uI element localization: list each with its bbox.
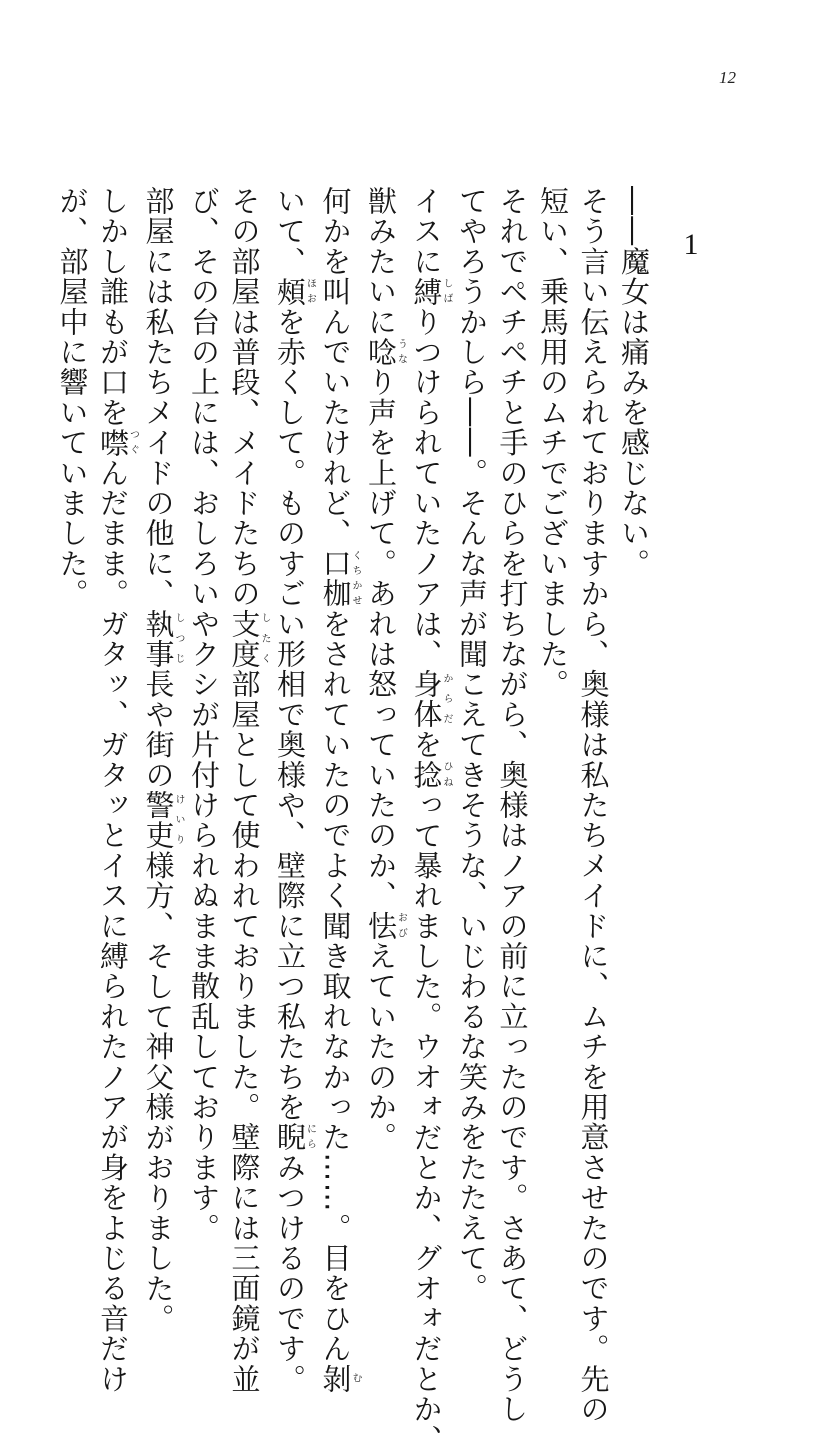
text-run: りつけられていたノアは、 <box>409 306 444 670</box>
page-number: 12 <box>719 68 736 87</box>
ruby-annotation <box>364 337 407 368</box>
text-line: てやろうかしら――。そんな声が聞こえてきそうな、いじわるな笑みをたたえて。 <box>455 186 489 1304</box>
ruby-annotation <box>409 276 452 307</box>
text-line <box>406 186 452 1454</box>
ruby-annotation <box>141 790 184 851</box>
text-run: 何かを叫んでいたけれど、 <box>318 186 353 549</box>
ruby-base: 警吏 <box>141 790 176 851</box>
ruby-reading: にら <box>304 1122 316 1153</box>
ruby-annotation <box>364 910 407 942</box>
text-line <box>361 186 407 1153</box>
ruby-annotation <box>409 669 452 730</box>
ruby-reading: つぐ <box>127 427 139 458</box>
vertical-body-text <box>52 186 654 1454</box>
text-run: り声を上げて。あれは怒っていたのか、 <box>364 367 398 911</box>
text-run: イスに <box>409 186 444 277</box>
ruby-base: 怯 <box>364 910 398 942</box>
text-line: それでペチペチと手のひらを打ちながら、奥様はノアの前に立ったのです。さあて、どうし <box>495 186 530 1425</box>
text-run: いて、 <box>273 186 307 277</box>
text-run: その部屋は普段、メイドたちの <box>227 186 262 609</box>
text-line: 短い、乗馬用のムチでございました。 <box>536 186 570 700</box>
ruby-base: 噤 <box>96 427 130 458</box>
ruby-annotation <box>273 1122 316 1153</box>
ruby-annotation <box>227 608 270 670</box>
text-run: 獣みたいに <box>364 186 398 337</box>
ruby-base: 睨 <box>273 1122 307 1153</box>
ruby-reading: くちかせ <box>350 548 361 609</box>
ruby-annotation <box>273 276 316 307</box>
ruby-annotation <box>96 427 139 458</box>
text-line <box>270 186 316 1395</box>
text-line <box>93 186 139 1395</box>
ruby-reading: しば <box>441 276 452 307</box>
chapter-heading: 1 <box>683 228 699 261</box>
ruby-annotation <box>318 548 361 609</box>
text-run: 長や街の <box>141 669 176 791</box>
ruby-base: 捻 <box>409 759 444 791</box>
ruby-reading: しつじ <box>173 608 184 670</box>
text-run: を赤くして。ものすごい形相で奥様や、壁際に立つ私たちを <box>273 306 307 1123</box>
text-line: そう言い伝えられておりますから、奥様は私たちメイドに、ムチを用意させたのです。先の <box>576 186 611 1425</box>
ruby-reading: からだ <box>441 669 452 730</box>
ruby-base: 頰 <box>273 276 307 307</box>
ruby-base: 支度 <box>227 608 262 670</box>
ruby-base: 身体 <box>409 669 444 730</box>
text-run: 部屋には私たちメイドの他に、 <box>141 186 176 609</box>
ruby-annotation <box>409 759 452 791</box>
ruby-annotation <box>318 1363 361 1395</box>
ruby-reading: おび <box>395 910 407 942</box>
ruby-reading: ひね <box>441 759 452 791</box>
text-line: が、部屋中に響いていました。 <box>55 186 90 609</box>
ruby-base: 剝 <box>318 1363 353 1395</box>
text-line <box>224 186 270 1395</box>
ruby-base: 口枷 <box>318 548 353 609</box>
ruby-reading: ほお <box>304 276 316 307</box>
text-line <box>138 186 184 1334</box>
text-run: を <box>409 729 444 760</box>
text-line <box>315 186 361 1395</box>
ruby-reading: うな <box>395 337 407 368</box>
text-run: って暴れました。ウオォだとか、グオォだとか、 <box>409 790 444 1454</box>
text-run: んだまま。ガタッ、ガタッとイスに縛られたノアが身をよじる音だけ <box>96 457 130 1395</box>
ruby-base: 縛 <box>409 276 444 307</box>
text-run: 様方、そして神父様がおりました。 <box>141 850 176 1334</box>
ruby-base: 執事 <box>141 608 176 670</box>
text-run: みつけるのです。 <box>273 1152 307 1395</box>
ruby-annotation <box>141 608 184 670</box>
ruby-base: 唸 <box>364 337 398 368</box>
ruby-reading: したく <box>259 608 270 670</box>
ruby-reading: けいり <box>173 790 184 851</box>
ruby-reading: む <box>350 1363 361 1394</box>
text-run: 部屋として使われておりました。壁際には三面鏡が並 <box>227 669 262 1395</box>
text-run: えていたのか。 <box>364 941 398 1153</box>
text-run: をされていたのでよく聞き取れなかった……。目をひん <box>318 608 353 1364</box>
text-run: しかし誰もが口を <box>96 186 130 428</box>
text-line: ――魔女は痛みを感じない。 <box>617 186 651 579</box>
text-line: び、その台の上には、おしろいやクシが片付けられぬまま散乱しております。 <box>187 186 221 1243</box>
